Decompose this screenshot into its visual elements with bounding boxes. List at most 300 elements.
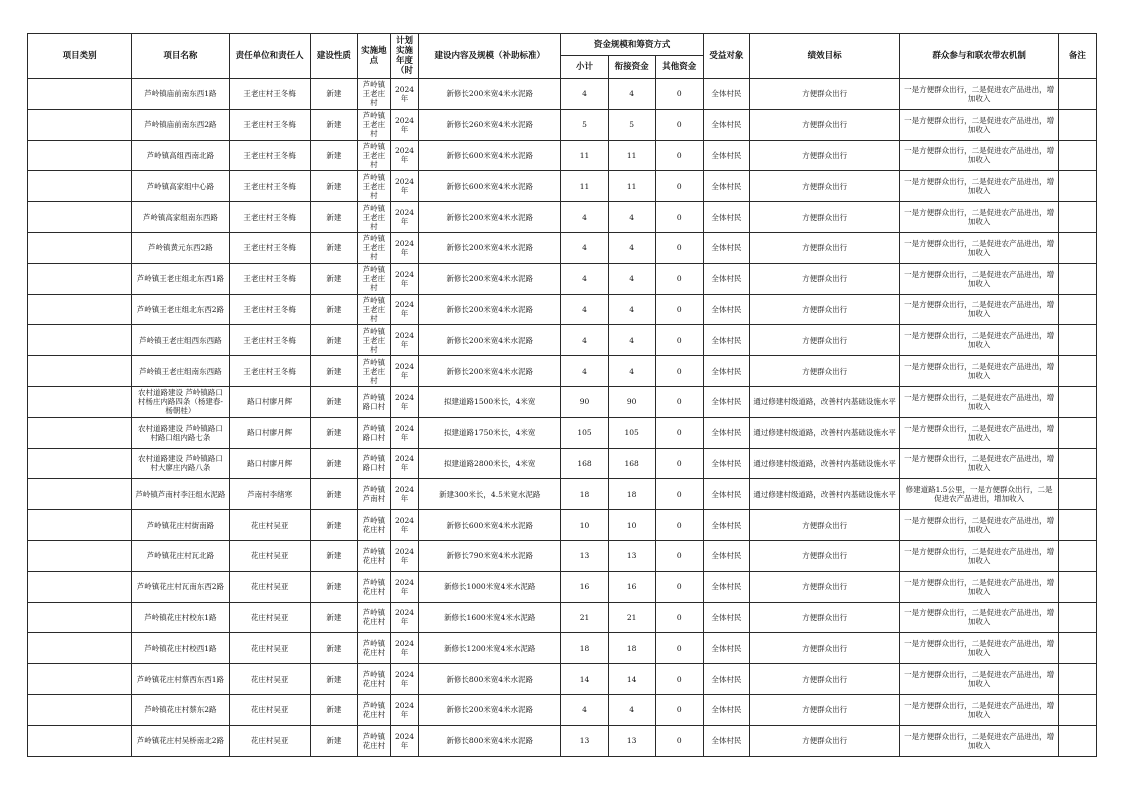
cell-other-funds: 0 [655,694,703,725]
cell-year: 2024年 [390,79,418,110]
cell-linked-funds: 13 [608,540,655,571]
table-row [28,294,1097,325]
cell-mechanism: 一是方便群众出行，二是促进农产品进出，增加收入 [900,79,1058,110]
cell-nature: 新建 [310,725,357,756]
cell-owner: 花庄村吴亚 [229,571,310,602]
cell-remark [1058,448,1096,479]
table-row [28,725,1097,756]
cell-project-name: 芦岭镇花庄村蔡东2路 [132,694,229,725]
cell-subtotal: 13 [561,725,608,756]
table-row [28,232,1097,263]
cell-other-funds: 0 [655,633,703,664]
cell-subtotal: 11 [561,171,608,202]
cell-subtotal: 11 [561,140,608,171]
cell-location: 芦岭镇花庄村 [357,540,390,571]
cell-beneficiary: 全体村民 [703,79,749,110]
cell-project-name: 芦岭镇花庄村蔡西东西1路 [132,664,229,695]
cell-mechanism: 一是方便群众出行，二是促进农产品进出，增加收入 [900,263,1058,294]
cell-year: 2024年 [390,202,418,233]
cell-other-funds: 0 [655,540,703,571]
header-goal: 绩效目标 [749,34,899,79]
cell-year: 2024年 [390,448,418,479]
cell-year: 2024年 [390,725,418,756]
cell-category [28,479,132,510]
cell-goal: 方便群众出行 [749,633,899,664]
cell-other-funds: 0 [655,602,703,633]
cell-category [28,633,132,664]
cell-goal: 方便群众出行 [749,263,899,294]
cell-location: 芦岭镇王老庄村 [357,202,390,233]
cell-project-name: 芦岭镇王老庄组北东西2路 [132,294,229,325]
cell-project-name: 芦岭镇花庄村瓦北路 [132,540,229,571]
cell-beneficiary: 全体村民 [703,417,749,448]
cell-owner: 王老庄村王冬梅 [229,325,310,356]
cell-subtotal: 4 [561,325,608,356]
cell-project-name: 芦岭镇黄元东西2路 [132,232,229,263]
cell-location: 芦岭镇王老庄村 [357,325,390,356]
cell-project-name: 芦岭镇芦南村李汪组水泥路 [132,479,229,510]
cell-linked-funds: 4 [608,294,655,325]
cell-subtotal: 4 [561,79,608,110]
cell-linked-funds: 4 [608,263,655,294]
cell-project-name: 芦岭镇高家组南东西路 [132,202,229,233]
cell-category [28,694,132,725]
cell-owner: 路口村廖月辉 [229,386,310,417]
cell-project-name: 农村道路建设 芦岭镇路口村路口组内路七条 [132,417,229,448]
cell-mechanism: 一是方便群众出行，二是促进农产品进出，增加收入 [900,109,1058,140]
cell-content: 新修长800米宽4米水泥路 [419,664,561,695]
table-row [28,325,1097,356]
table-row [28,79,1097,110]
cell-goal: 方便群众出行 [749,140,899,171]
cell-other-funds: 0 [655,725,703,756]
cell-linked-funds: 4 [608,694,655,725]
cell-content: 新修长200米宽4米水泥路 [419,294,561,325]
cell-content: 新修长200米宽4米水泥路 [419,356,561,387]
cell-other-funds: 0 [655,263,703,294]
cell-project-name: 芦岭镇花庄村校东1路 [132,602,229,633]
table-row [28,664,1097,695]
cell-content: 新修长200米宽4米水泥路 [419,325,561,356]
cell-nature: 新建 [310,479,357,510]
cell-content: 新修长600米宽4米水泥路 [419,140,561,171]
cell-subtotal: 4 [561,263,608,294]
cell-other-funds: 0 [655,448,703,479]
cell-location: 芦岭镇王老庄村 [357,79,390,110]
cell-location: 芦岭镇王老庄村 [357,263,390,294]
header-year: 计划实施年度（时 [390,34,418,79]
cell-year: 2024年 [390,171,418,202]
cell-nature: 新建 [310,232,357,263]
header-subtotal: 小计 [561,56,608,79]
cell-goal: 方便群众出行 [749,109,899,140]
cell-linked-funds: 16 [608,571,655,602]
cell-subtotal: 18 [561,479,608,510]
cell-mechanism: 一是方便群众出行，二是促进农产品进出，增加收入 [900,294,1058,325]
cell-category [28,263,132,294]
cell-owner: 路口村廖月辉 [229,448,310,479]
cell-subtotal: 13 [561,540,608,571]
cell-beneficiary: 全体村民 [703,540,749,571]
cell-subtotal: 5 [561,109,608,140]
cell-subtotal: 4 [561,202,608,233]
cell-beneficiary: 全体村民 [703,232,749,263]
cell-goal: 方便群众出行 [749,510,899,541]
cell-nature: 新建 [310,140,357,171]
cell-other-funds: 0 [655,325,703,356]
header-content: 建设内容及规模（补助标准） [419,34,561,79]
cell-content: 新修长1200米宽4米水泥路 [419,633,561,664]
cell-linked-funds: 168 [608,448,655,479]
cell-other-funds: 0 [655,510,703,541]
header-beneficiary: 受益对象 [703,34,749,79]
cell-mechanism: 一是方便群众出行，二是促进农产品进出，增加收入 [900,602,1058,633]
cell-category [28,386,132,417]
cell-nature: 新建 [310,602,357,633]
cell-year: 2024年 [390,510,418,541]
cell-owner: 花庄村吴亚 [229,510,310,541]
table-row [28,202,1097,233]
cell-goal: 通过修建村级道路，改善村内基础设施水平 [749,386,899,417]
cell-linked-funds: 4 [608,356,655,387]
cell-owner: 芦南村李绪寒 [229,479,310,510]
cell-remark [1058,479,1096,510]
cell-mechanism: 一是方便群众出行，二是促进农产品进出，增加收入 [900,510,1058,541]
cell-goal: 方便群众出行 [749,540,899,571]
header-mechanism: 群众参与和联农带农机制 [900,34,1058,79]
cell-remark [1058,386,1096,417]
cell-location: 芦岭镇花庄村 [357,510,390,541]
cell-location: 芦岭镇花庄村 [357,602,390,633]
cell-linked-funds: 5 [608,109,655,140]
cell-subtotal: 14 [561,664,608,695]
cell-location: 芦岭镇王老庄村 [357,356,390,387]
cell-mechanism: 一是方便群众出行，二是促进农产品进出，增加收入 [900,140,1058,171]
cell-category [28,202,132,233]
cell-beneficiary: 全体村民 [703,725,749,756]
cell-category [28,510,132,541]
cell-linked-funds: 18 [608,633,655,664]
cell-linked-funds: 105 [608,417,655,448]
cell-goal: 方便群众出行 [749,325,899,356]
cell-project-name: 农村道路建设 芦岭镇路口村杨庄内路四条（杨建春-杨朝桂） [132,386,229,417]
cell-remark [1058,664,1096,695]
cell-beneficiary: 全体村民 [703,664,749,695]
project-table-sheet [27,33,1097,757]
cell-subtotal: 16 [561,571,608,602]
header-other-funds: 其他资金 [655,56,703,79]
table-row [28,417,1097,448]
cell-year: 2024年 [390,263,418,294]
cell-category [28,571,132,602]
cell-location: 芦岭镇王老庄村 [357,140,390,171]
cell-nature: 新建 [310,448,357,479]
cell-mechanism: 一是方便群众出行，二是促进农产品进出，增加收入 [900,171,1058,202]
cell-goal: 方便群众出行 [749,171,899,202]
cell-mechanism: 一是方便群众出行，二是促进农产品进出，增加收入 [900,356,1058,387]
cell-other-funds: 0 [655,479,703,510]
cell-year: 2024年 [390,694,418,725]
cell-beneficiary: 全体村民 [703,263,749,294]
cell-content: 新修长200米宽4米水泥路 [419,694,561,725]
cell-content: 新修长1600米宽4米水泥路 [419,602,561,633]
cell-subtotal: 4 [561,356,608,387]
cell-content: 新修长800米宽4米水泥路 [419,725,561,756]
header-location: 实施地点 [357,34,390,79]
cell-owner: 王老庄村王冬梅 [229,356,310,387]
cell-category [28,109,132,140]
cell-nature: 新建 [310,325,357,356]
cell-linked-funds: 4 [608,325,655,356]
cell-linked-funds: 18 [608,479,655,510]
cell-category [28,417,132,448]
cell-category [28,725,132,756]
cell-goal: 方便群众出行 [749,202,899,233]
header-name: 项目名称 [132,34,229,79]
cell-remark [1058,510,1096,541]
cell-other-funds: 0 [655,140,703,171]
table-row [28,109,1097,140]
cell-subtotal: 168 [561,448,608,479]
cell-location: 芦岭镇王老庄村 [357,232,390,263]
cell-goal: 通过修建村级道路，改善村内基础设施水平 [749,479,899,510]
table-row [28,448,1097,479]
cell-remark [1058,725,1096,756]
cell-mechanism: 一是方便群众出行，二是促进农产品进出，增加收入 [900,417,1058,448]
cell-location: 芦岭镇花庄村 [357,664,390,695]
cell-remark [1058,325,1096,356]
cell-remark [1058,540,1096,571]
cell-other-funds: 0 [655,664,703,695]
cell-owner: 王老庄村王冬梅 [229,140,310,171]
cell-location: 芦岭镇路口村 [357,417,390,448]
cell-nature: 新建 [310,664,357,695]
header-nature: 建设性质 [310,34,357,79]
cell-location: 芦岭镇路口村 [357,386,390,417]
cell-mechanism: 一是方便群众出行，二是促进农产品进出，增加收入 [900,202,1058,233]
cell-year: 2024年 [390,386,418,417]
cell-year: 2024年 [390,356,418,387]
cell-linked-funds: 90 [608,386,655,417]
cell-remark [1058,294,1096,325]
cell-content: 新修长1000米宽4米水泥路 [419,571,561,602]
cell-beneficiary: 全体村民 [703,171,749,202]
cell-location: 芦岭镇路口村 [357,448,390,479]
table-row [28,510,1097,541]
cell-mechanism: 一是方便群众出行，二是促进农产品进出，增加收入 [900,664,1058,695]
cell-goal: 通过修建村级道路，改善村内基础设施水平 [749,448,899,479]
cell-project-name: 芦岭镇花庄村校西1路 [132,633,229,664]
header-funding: 资金规模和筹资方式 [561,34,703,56]
cell-other-funds: 0 [655,109,703,140]
cell-year: 2024年 [390,232,418,263]
cell-nature: 新建 [310,356,357,387]
cell-owner: 花庄村吴亚 [229,664,310,695]
header-category: 项目类别 [28,34,132,79]
cell-goal: 方便群众出行 [749,294,899,325]
cell-mechanism: 一是方便群众出行，二是促进农产品进出，增加收入 [900,232,1058,263]
cell-beneficiary: 全体村民 [703,479,749,510]
cell-content: 新修长200米宽4米水泥路 [419,232,561,263]
cell-project-name: 农村道路建设 芦岭镇路口村大廖庄内路八条 [132,448,229,479]
cell-beneficiary: 全体村民 [703,602,749,633]
cell-owner: 王老庄村王冬梅 [229,202,310,233]
cell-year: 2024年 [390,540,418,571]
cell-beneficiary: 全体村民 [703,356,749,387]
cell-goal: 方便群众出行 [749,232,899,263]
cell-subtotal: 4 [561,294,608,325]
cell-remark [1058,140,1096,171]
cell-remark [1058,633,1096,664]
cell-mechanism: 一是方便群众出行，二是促进农产品进出，增加收入 [900,633,1058,664]
cell-subtotal: 4 [561,232,608,263]
cell-remark [1058,232,1096,263]
cell-category [28,448,132,479]
cell-project-name: 芦岭镇王老庄组北东西1路 [132,263,229,294]
cell-beneficiary: 全体村民 [703,510,749,541]
cell-linked-funds: 4 [608,79,655,110]
cell-year: 2024年 [390,571,418,602]
cell-linked-funds: 14 [608,664,655,695]
cell-content: 新修长600米宽4米水泥路 [419,510,561,541]
cell-content: 拟建道路1750米长，4米宽 [419,417,561,448]
cell-nature: 新建 [310,294,357,325]
cell-project-name: 芦岭镇王老庄组西东西路 [132,325,229,356]
table-row [28,540,1097,571]
cell-location: 芦岭镇芦南村 [357,479,390,510]
cell-nature: 新建 [310,633,357,664]
table-row [28,479,1097,510]
cell-remark [1058,602,1096,633]
cell-beneficiary: 全体村民 [703,140,749,171]
cell-subtotal: 10 [561,510,608,541]
cell-owner: 王老庄村王冬梅 [229,171,310,202]
cell-owner: 花庄村吴亚 [229,694,310,725]
cell-beneficiary: 全体村民 [703,633,749,664]
cell-content: 新修长260米宽4米水泥路 [419,109,561,140]
cell-year: 2024年 [390,479,418,510]
cell-category [28,356,132,387]
cell-other-funds: 0 [655,386,703,417]
cell-subtotal: 18 [561,633,608,664]
cell-nature: 新建 [310,109,357,140]
cell-category [28,602,132,633]
cell-owner: 路口村廖月辉 [229,417,310,448]
cell-project-name: 芦岭镇高家组中心路 [132,171,229,202]
cell-owner: 花庄村吴亚 [229,602,310,633]
cell-category [28,171,132,202]
cell-mechanism: 一是方便群众出行，二是促进农产品进出，增加收入 [900,694,1058,725]
cell-remark [1058,417,1096,448]
cell-owner: 花庄村吴亚 [229,633,310,664]
cell-mechanism: 修建道路1.5公里，一是方便群众出行，二是促进农产品进出，增加收入 [900,479,1058,510]
cell-nature: 新建 [310,79,357,110]
cell-mechanism: 一是方便群众出行，二是促进农产品进出，增加收入 [900,386,1058,417]
cell-beneficiary: 全体村民 [703,325,749,356]
cell-project-name: 芦岭镇高组西南北路 [132,140,229,171]
cell-project-name: 芦岭镇花庄村吴桥南北2路 [132,725,229,756]
cell-location: 芦岭镇王老庄村 [357,171,390,202]
table-row [28,356,1097,387]
cell-content: 新修长600米宽4米水泥路 [419,171,561,202]
cell-goal: 方便群众出行 [749,602,899,633]
cell-project-name: 芦岭镇庙前南东西2路 [132,109,229,140]
cell-remark [1058,109,1096,140]
cell-year: 2024年 [390,109,418,140]
cell-subtotal: 21 [561,602,608,633]
cell-goal: 通过修建村级道路，改善村内基础设施水平 [749,417,899,448]
table-row [28,263,1097,294]
cell-linked-funds: 11 [608,140,655,171]
cell-linked-funds: 10 [608,510,655,541]
cell-project-name: 芦岭镇花庄村瓦南东西2路 [132,571,229,602]
cell-other-funds: 0 [655,417,703,448]
cell-nature: 新建 [310,263,357,294]
cell-mechanism: 一是方便群众出行，二是促进农产品进出，增加收入 [900,325,1058,356]
cell-owner: 花庄村吴亚 [229,725,310,756]
table-row [28,633,1097,664]
cell-goal: 方便群众出行 [749,694,899,725]
cell-linked-funds: 11 [608,171,655,202]
cell-remark [1058,694,1096,725]
cell-goal: 方便群众出行 [749,664,899,695]
cell-linked-funds: 21 [608,602,655,633]
table-row [28,694,1097,725]
cell-owner: 花庄村吴亚 [229,540,310,571]
cell-nature: 新建 [310,171,357,202]
cell-nature: 新建 [310,571,357,602]
cell-location: 芦岭镇王老庄村 [357,109,390,140]
cell-remark [1058,79,1096,110]
cell-category [28,540,132,571]
cell-subtotal: 90 [561,386,608,417]
cell-remark [1058,263,1096,294]
cell-owner: 王老庄村王冬梅 [229,294,310,325]
cell-location: 芦岭镇花庄村 [357,633,390,664]
cell-content: 新修长790米宽4米水泥路 [419,540,561,571]
cell-owner: 王老庄村王冬梅 [229,109,310,140]
header-owner: 责任单位和责任人 [229,34,310,79]
cell-category [28,79,132,110]
table-row [28,386,1097,417]
cell-nature: 新建 [310,540,357,571]
table-row [28,602,1097,633]
table-body [28,79,1097,757]
cell-beneficiary: 全体村民 [703,202,749,233]
cell-category [28,232,132,263]
table-row [28,140,1097,171]
cell-other-funds: 0 [655,202,703,233]
cell-linked-funds: 4 [608,232,655,263]
cell-nature: 新建 [310,202,357,233]
header-linked-funds: 衔接资金 [608,56,655,79]
cell-content: 拟建道路2800米长，4米宽 [419,448,561,479]
cell-owner: 王老庄村王冬梅 [229,232,310,263]
cell-project-name: 芦岭镇王老庄组南东西路 [132,356,229,387]
cell-location: 芦岭镇花庄村 [357,725,390,756]
cell-category [28,140,132,171]
cell-owner: 王老庄村王冬梅 [229,263,310,294]
cell-remark [1058,202,1096,233]
cell-content: 新建300米长，4.5米宽水泥路 [419,479,561,510]
project-table [27,33,1097,757]
cell-other-funds: 0 [655,79,703,110]
table-row [28,171,1097,202]
cell-other-funds: 0 [655,171,703,202]
cell-category [28,325,132,356]
cell-year: 2024年 [390,325,418,356]
cell-linked-funds: 13 [608,725,655,756]
